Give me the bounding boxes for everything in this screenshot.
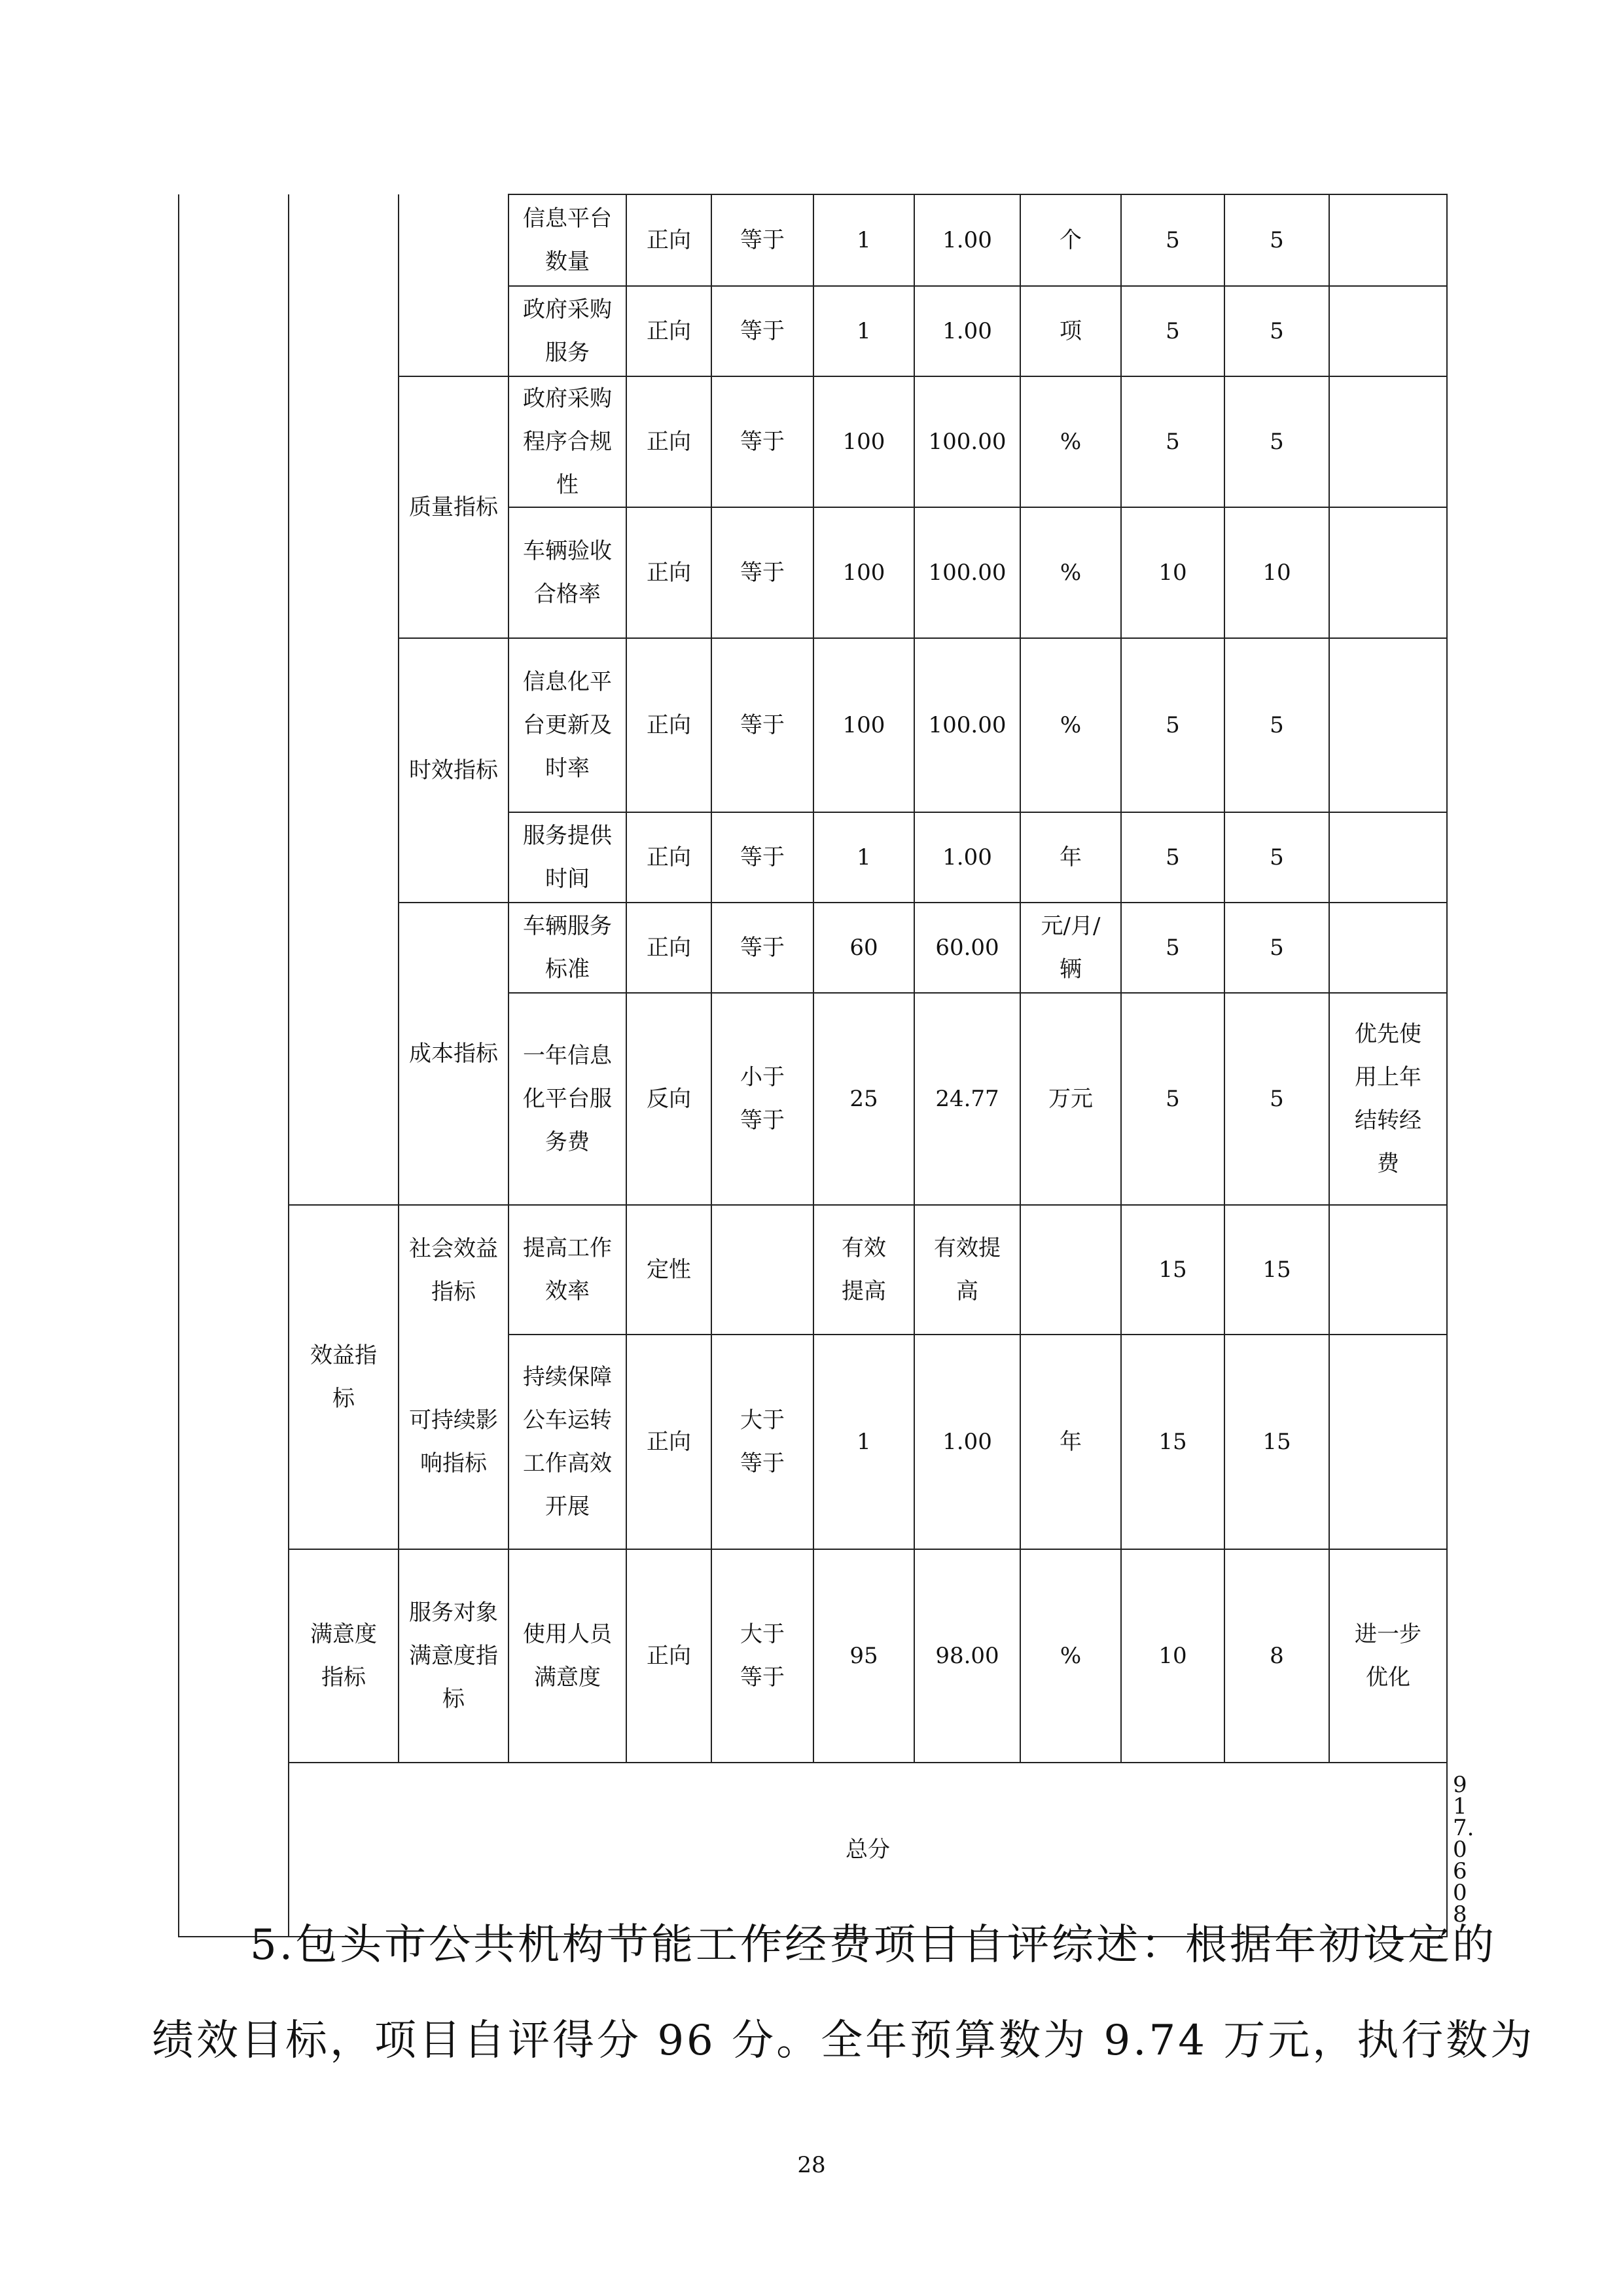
- unit: 项: [1020, 286, 1121, 376]
- indicator-name: 使用人员满意度: [508, 1549, 626, 1763]
- target-value: 60: [813, 903, 914, 993]
- score: 5: [1224, 903, 1329, 993]
- remark: [1329, 812, 1447, 903]
- page-number: 28: [797, 2152, 826, 2178]
- summary-paragraph-line1: 5.包头市公共机构节能工作经费项目自评综述：根据年初设定的: [250, 1921, 1497, 1969]
- remark: [1329, 1335, 1447, 1549]
- score: 5: [1224, 993, 1329, 1205]
- actual-value: 有效提高: [914, 1205, 1020, 1335]
- actual-value: 98.00: [914, 1549, 1020, 1763]
- weight: 5: [1121, 638, 1224, 812]
- weight: 5: [1121, 194, 1224, 286]
- target-value: 1: [813, 286, 914, 376]
- weight: 5: [1121, 376, 1224, 507]
- actual-value: 1.00: [914, 286, 1020, 376]
- unit: 个: [1020, 194, 1121, 286]
- target-value: 1: [813, 194, 914, 286]
- weight: 5: [1121, 903, 1224, 993]
- remark: [1329, 286, 1447, 376]
- target-value: 有效提高: [813, 1205, 914, 1335]
- level3-timeliness: 时效指标: [399, 638, 508, 903]
- indicator-op: 等于: [711, 376, 813, 507]
- unit: %: [1020, 376, 1121, 507]
- target-value: 25: [813, 993, 914, 1205]
- weight: 10: [1121, 507, 1224, 638]
- score: 8: [1224, 1549, 1329, 1763]
- unit: 元/月/辆: [1020, 903, 1121, 993]
- score: 15: [1224, 1335, 1329, 1549]
- indicator-attr: 正向: [626, 194, 711, 286]
- indicator-attr: 正向: [626, 638, 711, 812]
- remark: [1329, 376, 1447, 507]
- target-value: 1: [813, 812, 914, 903]
- indicator-op: 等于: [711, 194, 813, 286]
- target-value: 95: [813, 1549, 914, 1763]
- weight: 5: [1121, 286, 1224, 376]
- weight: 15: [1121, 1335, 1224, 1549]
- total-row: 总分 100 97.68: [179, 1763, 1447, 1937]
- score: 5: [1224, 638, 1329, 812]
- indicator-name: 服务提供时间: [508, 812, 626, 903]
- indicator-attr: 正向: [626, 1335, 711, 1549]
- table-row: [179, 194, 1447, 286]
- level3-quality: 质量指标: [399, 376, 508, 638]
- indicator-attr: 正向: [626, 903, 711, 993]
- table-row: [179, 1205, 1447, 1335]
- level2-benefit: 效益指标: [289, 1205, 399, 1549]
- performance-table: [178, 194, 1474, 1937]
- level2-satisfaction: 满意度指标: [289, 1549, 399, 1763]
- indicator-name: 持续保障公车运转工作高效开展: [508, 1335, 626, 1549]
- indicator-attr: 定性: [626, 1205, 711, 1335]
- actual-value: 100.00: [914, 376, 1020, 507]
- indicator-attr: 正向: [626, 507, 711, 638]
- unit: 年: [1020, 812, 1121, 903]
- weight: 5: [1121, 812, 1224, 903]
- level1-cell: [179, 194, 289, 1937]
- summary-paragraph-line2: 绩效目标，项目自评得分 96 分。全年预算数为 9.74 万元，执行数为: [152, 2017, 1535, 2065]
- remark: [1329, 638, 1447, 812]
- actual-value: 24.77: [914, 993, 1020, 1205]
- indicator-op: 小于等于: [711, 993, 813, 1205]
- indicator-name: 一年信息化平台服务费: [508, 993, 626, 1205]
- indicator-op: [711, 1205, 813, 1335]
- total-label: 总分: [289, 1763, 1447, 1937]
- target-value: 100: [813, 638, 914, 812]
- table-row: [179, 1549, 1447, 1763]
- indicator-name: 政府采购程序合规性: [508, 376, 626, 507]
- indicator-name: 政府采购服务: [508, 286, 626, 376]
- indicator-attr: 反向: [626, 993, 711, 1205]
- weight: 10: [1121, 1549, 1224, 1763]
- unit: [1020, 1205, 1121, 1335]
- score: 5: [1224, 286, 1329, 376]
- score: 10: [1224, 507, 1329, 638]
- target-value: 1: [813, 1335, 914, 1549]
- indicator-op: 等于: [711, 903, 813, 993]
- actual-value: 1.00: [914, 194, 1020, 286]
- score: 5: [1224, 194, 1329, 286]
- indicator-attr: 正向: [626, 286, 711, 376]
- remark: [1329, 903, 1447, 993]
- score: 5: [1224, 376, 1329, 507]
- unit: 万元: [1020, 993, 1121, 1205]
- actual-value: 60.00: [914, 903, 1020, 993]
- indicator-name: 信息平台数量: [508, 194, 626, 286]
- actual-value: 1.00: [914, 1335, 1020, 1549]
- remark: [1329, 507, 1447, 638]
- target-value: 100: [813, 507, 914, 638]
- remark: 优先使用上年结转经费: [1329, 993, 1447, 1205]
- actual-value: 100.00: [914, 507, 1020, 638]
- indicator-op: 等于: [711, 507, 813, 638]
- indicator-op: 等于: [711, 638, 813, 812]
- indicator-name: 车辆验收合格率: [508, 507, 626, 638]
- indicator-attr: 正向: [626, 1549, 711, 1763]
- level2-cell: [289, 194, 399, 1205]
- indicator-attr: 正向: [626, 376, 711, 507]
- weight: 15: [1121, 1205, 1224, 1335]
- level3-cell: [399, 194, 508, 376]
- indicator-name: 车辆服务标准: [508, 903, 626, 993]
- level3-sustainable: 可持续影响指标: [399, 1335, 508, 1549]
- remark: [1329, 194, 1447, 286]
- weight: 5: [1121, 993, 1224, 1205]
- unit: %: [1020, 507, 1121, 638]
- indicator-name: 提高工作效率: [508, 1205, 626, 1335]
- score: 15: [1224, 1205, 1329, 1335]
- remark: 进一步优化: [1329, 1549, 1447, 1763]
- unit: %: [1020, 1549, 1121, 1763]
- indicator-attr: 正向: [626, 812, 711, 903]
- level3-cost: 成本指标: [399, 903, 508, 1205]
- unit: 年: [1020, 1335, 1121, 1549]
- indicator-op: 等于: [711, 286, 813, 376]
- unit: %: [1020, 638, 1121, 812]
- level3-service-satisfaction: 服务对象满意度指标: [399, 1549, 508, 1763]
- indicator-op: 大于等于: [711, 1549, 813, 1763]
- actual-value: 1.00: [914, 812, 1020, 903]
- indicator-op: 等于: [711, 812, 813, 903]
- indicator-op: 大于等于: [711, 1335, 813, 1549]
- indicator-name: 信息化平台更新及时率: [508, 638, 626, 812]
- remark: [1329, 1205, 1447, 1335]
- score: 5: [1224, 812, 1329, 903]
- actual-value: 100.00: [914, 638, 1020, 812]
- target-value: 100: [813, 376, 914, 507]
- level3-social: 社会效益指标: [399, 1205, 508, 1335]
